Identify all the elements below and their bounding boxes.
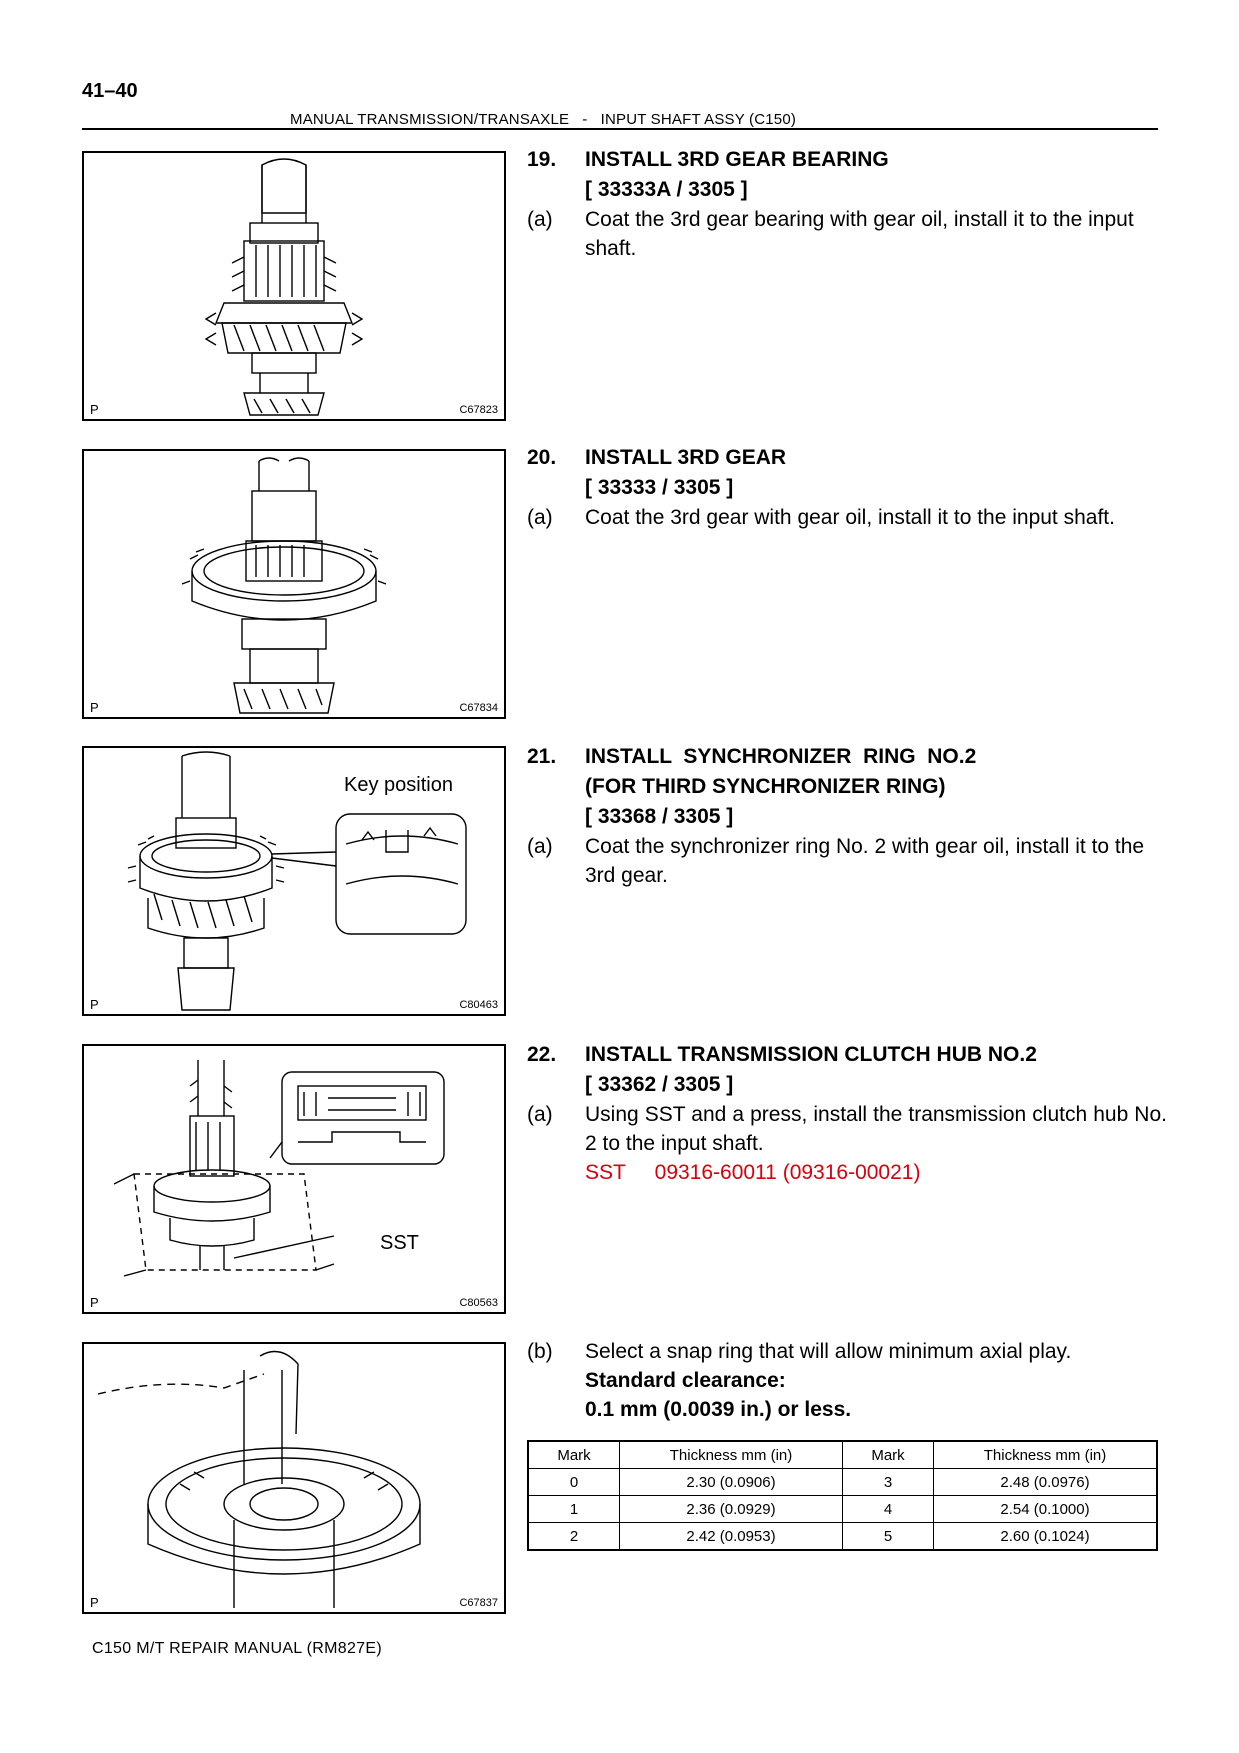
figure-snap-ring <box>82 1342 506 1614</box>
figure-code: C67823 <box>459 404 498 416</box>
step-20 <box>527 443 1167 503</box>
figure-p-marker: P <box>90 997 99 1012</box>
step-22-b <box>527 1337 1167 1424</box>
table-row <box>528 1496 1157 1523</box>
table-cell: 5 <box>843 1523 934 1551</box>
substep-text: Select a snap ring that will allow minimum axial play. <box>585 1340 1072 1363</box>
step-20-a <box>527 503 1167 532</box>
key-position-label: Key position <box>344 774 453 796</box>
table-row <box>528 1469 1157 1496</box>
table-header-cell: Thickness mm (in) <box>934 1441 1158 1469</box>
figure-p-marker: P <box>90 402 99 417</box>
table-cell: 2.42 (0.0953) <box>620 1523 843 1551</box>
table-cell: 0 <box>528 1469 620 1496</box>
figure-code: C80463 <box>459 999 498 1011</box>
table-cell: 2.30 (0.0906) <box>620 1469 843 1496</box>
substep-text: Coat the synchronizer ring No. 2 with gear oil, install it to the 3rd gear. <box>585 835 1145 887</box>
sst-label: SST <box>380 1232 419 1254</box>
table-cell: 1 <box>528 1496 620 1523</box>
figure-clutch-hub <box>82 1044 506 1314</box>
figure-p-marker: P <box>90 1595 99 1610</box>
substep-mark: (a) <box>527 208 553 231</box>
table-cell: 2 <box>528 1523 620 1551</box>
figure-p-marker: P <box>90 700 99 715</box>
substep-mark: (a) <box>527 1103 553 1126</box>
step-21-a <box>527 832 1167 890</box>
running-header: MANUAL TRANSMISSION/TRANSAXLE - INPUT SHAFT ASSY (C150) <box>290 111 797 128</box>
table-header-cell: Mark <box>528 1441 620 1469</box>
substep-text: Coat the 3rd gear with gear oil, install it to the input shaft. <box>585 506 1115 529</box>
step-19-a <box>527 205 1167 263</box>
figure-code: C80563 <box>459 1297 498 1309</box>
figure-synchronizer-ring <box>82 746 506 1016</box>
substep-mark: (a) <box>527 835 553 858</box>
substep-mark: (b) <box>527 1340 553 1363</box>
snap-ring-illustration <box>84 1344 504 1612</box>
substep-text: Coat the 3rd gear bearing with gear oil, install it to the input shaft. <box>585 208 1134 260</box>
bearing-illustration <box>84 153 504 419</box>
snap-ring-thickness-table <box>527 1440 1158 1551</box>
step-subtitle: (FOR THIRD SYNCHRONIZER RING) <box>585 775 946 798</box>
page-footer: C150 M/T REPAIR MANUAL (RM827E) <box>92 1640 382 1657</box>
table-cell: 2.36 (0.0929) <box>620 1496 843 1523</box>
figure-3rd-gear <box>82 449 506 719</box>
figure-p-marker: P <box>90 1295 99 1310</box>
substep-mark: (a) <box>527 506 553 529</box>
figure-3rd-gear-bearing <box>82 151 506 421</box>
step-22 <box>527 1040 1167 1100</box>
table-row <box>528 1523 1157 1551</box>
header-rule <box>82 128 1158 130</box>
figure-code: C67837 <box>459 1597 498 1609</box>
substep-text: Using SST and a press, install the transmission clutch hub No. 2 to the input shaft. <box>585 1103 1167 1155</box>
step-number: 22. <box>527 1043 557 1066</box>
step-19 <box>527 145 1167 205</box>
step-title: INSTALL 3RD GEAR <box>585 446 787 469</box>
table-header-cell: Thickness mm (in) <box>620 1441 843 1469</box>
step-part-number: [ 33362 / 3305 ] <box>585 1073 734 1096</box>
page-number: 41–40 <box>82 80 138 102</box>
step-22-a <box>527 1100 1167 1187</box>
gear-illustration <box>84 451 504 717</box>
step-title: INSTALL 3RD GEAR BEARING <box>585 148 889 171</box>
table-header-cell: Mark <box>843 1441 934 1469</box>
table-header-row <box>528 1441 1157 1469</box>
figure-code: C67834 <box>459 702 498 714</box>
step-number: 20. <box>527 446 557 469</box>
step-part-number: [ 33368 / 3305 ] <box>585 805 734 828</box>
step-title: INSTALL SYNCHRONIZER RING NO.2 <box>585 745 977 768</box>
step-title: INSTALL TRANSMISSION CLUTCH HUB NO.2 <box>585 1043 1037 1066</box>
table-cell: 2.48 (0.0976) <box>934 1469 1158 1496</box>
table-cell: 3 <box>843 1469 934 1496</box>
step-21 <box>527 742 1167 832</box>
step-number: 21. <box>527 745 557 768</box>
step-part-number: [ 33333 / 3305 ] <box>585 476 734 499</box>
spec-value: 0.1 mm (0.0039 in.) or less. <box>585 1398 852 1421</box>
spec-label: Standard clearance: <box>585 1369 786 1392</box>
clutch-hub-illustration <box>84 1046 504 1312</box>
step-part-number: [ 33333A / 3305 ] <box>585 178 748 201</box>
table-cell: 2.54 (0.1000) <box>934 1496 1158 1523</box>
table-cell: 2.60 (0.1024) <box>934 1523 1158 1551</box>
table-cell: 4 <box>843 1496 934 1523</box>
sst-part-number: SST 09316-60011 (09316-00021) <box>585 1161 921 1184</box>
step-number: 19. <box>527 148 557 171</box>
